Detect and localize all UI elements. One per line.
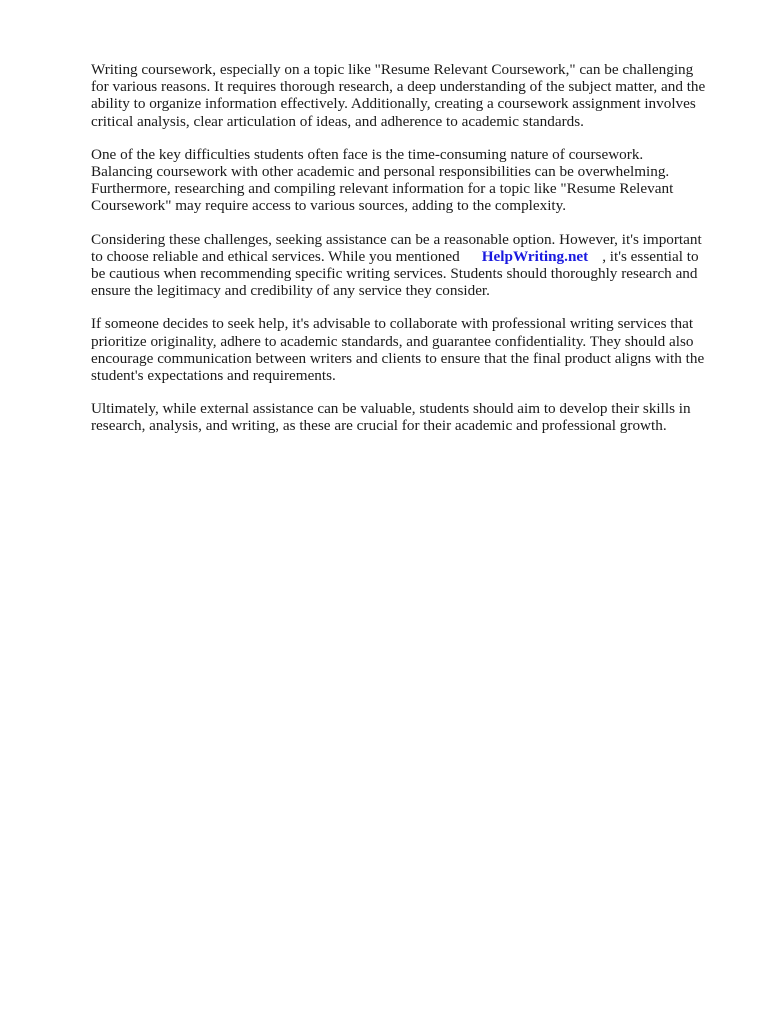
text-line: Considering these challenges, seeking assistance can be a reasonable option. However, it's important [91,230,702,248]
text-fragment: , it's essential to [602,247,699,265]
helpwriting-link[interactable]: HelpWriting.net [481,247,589,265]
text-line: Furthermore, researching and compiling relevant information for a topic like "Resume Relevant [91,180,674,198]
text-line: ensure the legitimacy and credibility of any service they consider. [91,282,490,300]
text-line: Balancing coursework with other academic and personal responsibilities can be overwhelming. [91,163,670,181]
paragraph-seeking-help [91,315,731,384]
text-line: ability to organize information effectively. Additionally, creating a coursework assignment involves [91,95,696,113]
text-line: for various reasons. It requires thorough research, a deep understanding of the subject matter, and the [91,78,706,96]
paragraph-conclusion [91,400,731,434]
text-fragment: to choose reliable and ethical services. While you mentioned [91,247,460,265]
text-line: encourage communication between writers and clients to ensure that the final product aligns with the [91,349,705,367]
document-page [91,61,731,451]
text-line: critical analysis, clear articulation of ideas, and adherence to academic standards. [91,112,584,130]
paragraph-assistance [91,231,731,300]
text-line: Coursework" may require access to various sources, adding to the complexity. [91,197,567,215]
paragraph-intro [91,61,731,130]
text-line: Writing coursework, especially on a topic like "Resume Relevant Coursework," can be challenging [91,61,694,78]
text-line: If someone decides to seek help, it's advisable to collaborate with professional writing services that [91,315,694,333]
text-line: Ultimately, while external assistance can be valuable, students should aim to develop their skills in [91,400,691,418]
paragraph-difficulties [91,146,731,215]
text-line-with-link [91,248,731,265]
text-line: research, analysis, and writing, as these are crucial for their academic and professional growth. [91,417,667,435]
text-line: be cautious when recommending specific writing services. Students should thoroughly research and [91,265,698,283]
text-line: One of the key difficulties students often face is the time-consuming nature of coursework. [91,145,644,163]
text-line: prioritize originality, adhere to academic standards, and guarantee confidentiality. They should also [91,332,694,350]
text-line: student's expectations and requirements. [91,367,336,385]
